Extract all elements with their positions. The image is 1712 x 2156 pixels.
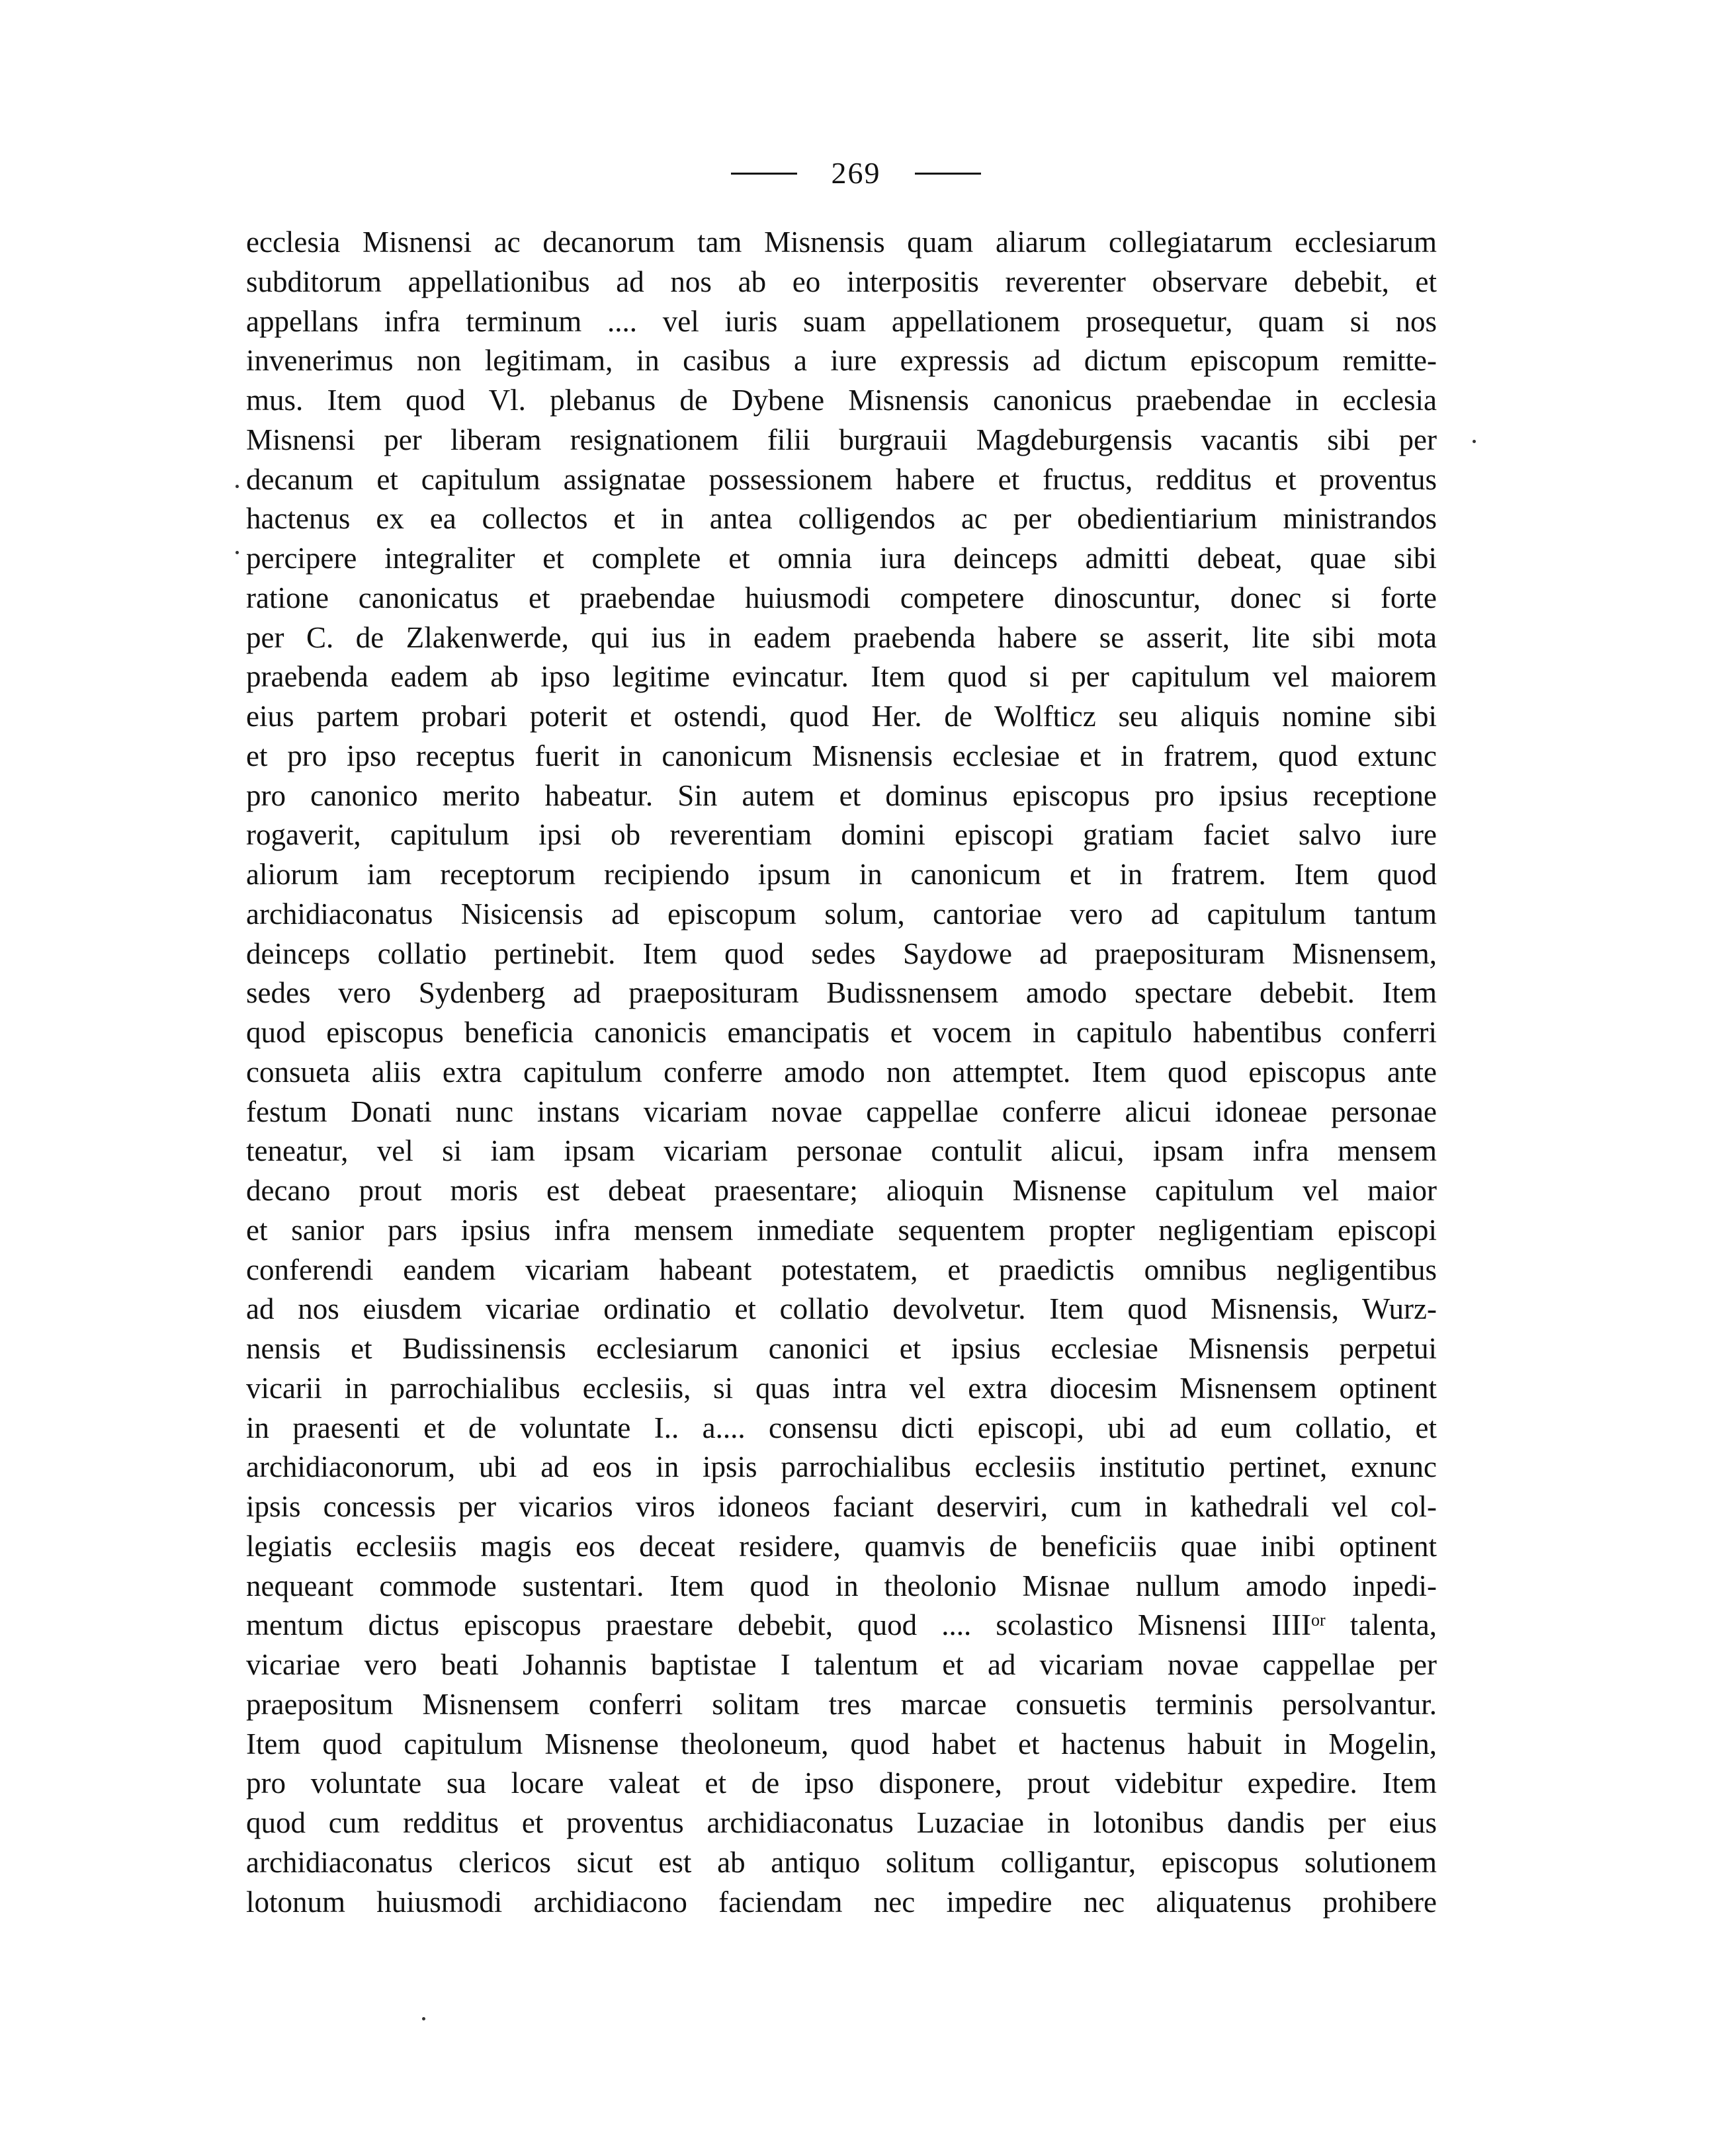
text-line: archidiaconorum, ubi ad eos in ipsis parrochialibus ecclesiis institutio pertinet, exnunc	[246, 1450, 1437, 1484]
text-line: eius partem probari poterit et ostendi, quod Her. de Wolfticz seu aliquis nomine sibi	[246, 700, 1437, 733]
text-line: Misnensi per liberam resignationem filii burgrauii Magdeburgensis vacantis sibi per	[246, 423, 1437, 456]
text-line: percipere integraliter et complete et omnia iura deinceps admitti debeat, quae sibi	[246, 542, 1437, 575]
text-line: deinceps collatio pertinebit. Item quod sedes Saydowe ad praeposituram Misnensem,	[246, 936, 1437, 970]
text-line: quod episcopus beneficia canonicis emancipatis et vocem in capitulo habentibus conferri	[246, 1016, 1437, 1049]
text-line: festum Donati nunc instans vicariam novae cappellae conferre alicui idoneae personae	[246, 1095, 1437, 1128]
text-line: decano prout moris est debeat praesentare; alioquin Misnense capitulum vel maior	[246, 1174, 1437, 1207]
text-line: nequeant commode sustentari. Item quod in theolonio Misnae nullum amodo inpedi-	[246, 1569, 1437, 1602]
text-line: in praesenti et de voluntate I.. a.... consensu dicti episcopi, ubi ad eum collatio, et	[246, 1411, 1437, 1444]
text-line: conferendi eandem vicariam habeant potestatem, et praedictis omnibus negligentibus	[246, 1253, 1437, 1286]
text-line: invenerimus non legitimam, in casibus a iure expressis ad dictum episcopum remitte-	[246, 344, 1437, 378]
text-line: lotonum huiusmodi archidiacono faciendam nec impedire nec aliquatenus prohibere	[246, 1885, 1437, 1919]
text-line: per C. de Zlakenwerde, qui ius in eadem praebenda habere se asserit, lite sibi mota	[246, 620, 1437, 654]
text-line: praepositum Misnensem conferri solitam tres marcae consuetis terminis persolvantur.	[246, 1687, 1437, 1721]
text-line: et pro ipso receptus fuerit in canonicum Misnensis ecclesiae et in fratrem, quod extunc	[246, 739, 1437, 772]
text-line: Item quod capitulum Misnense theoloneum, quod habet et hactenus habuit in Mogelin,	[246, 1727, 1437, 1761]
text-line: mus. Item quod Vl. plebanus de Dybene Misnensis canonicus praebendae in ecclesia	[246, 384, 1437, 417]
text-line: sedes vero Sydenberg ad praeposituram Budissnensem amodo spectare debebit. Item	[246, 976, 1437, 1010]
scan-speck	[422, 2017, 425, 2020]
text-line: aliorum iam receptorum recipiendo ipsum in canonicum et in fratrem. Item quod	[246, 858, 1437, 891]
line-text: mentum dictus episcopus praestare debebit, quod .... scolastico Misnensi IIII	[246, 1608, 1312, 1642]
scan-speck	[235, 551, 239, 554]
header-rule-left	[731, 173, 797, 175]
page-number: 269	[831, 156, 881, 190]
text-line-with-superscript	[246, 1606, 1437, 1645]
text-line: vicarii in parrochialibus ecclesiis, si quas intra vel extra diocesim Misnensem optinent	[246, 1371, 1437, 1405]
header-rule-right	[915, 173, 981, 175]
text-line: consueta aliis extra capitulum conferre amodo non attemptet. Item quod episcopus ante	[246, 1055, 1437, 1089]
line-tail: talenta,	[1325, 1608, 1437, 1642]
text-line: ipsis concessis per vicarios viros idoneos faciant deserviri, cum in kathedrali vel col-	[246, 1490, 1437, 1523]
text-line: rogaverit, capitulum ipsi ob reverentiam domini episcopi gratiam faciet salvo iure	[246, 818, 1437, 852]
scan-speck	[1473, 440, 1476, 443]
text-line: vicariae vero beati Johannis baptistae I talentum et ad vicariam novae cappellae per	[246, 1648, 1437, 1681]
body-text	[246, 223, 1437, 1922]
page-header	[0, 151, 1712, 193]
text-line: ratione canonicatus et praebendae huiusmodi competere dinoscuntur, donec si forte	[246, 581, 1437, 614]
text-line: appellans infra terminum .... vel iuris suam appellationem prosequetur, quam si nos	[246, 304, 1437, 338]
text-line: nensis et Budissinensis ecclesiarum canonici et ipsius ecclesiae Misnensis perpetui	[246, 1332, 1437, 1365]
superscript: or	[1311, 1610, 1326, 1630]
text-line: decanum et capitulum assignatae possessionem habere et fructus, redditus et proventus	[246, 462, 1437, 496]
text-line: et sanior pars ipsius infra mensem inmediate sequentem propter negligentiam episcopi	[246, 1213, 1437, 1247]
text-line: pro canonico merito habeatur. Sin autem et dominus episcopus pro ipsius receptione	[246, 778, 1437, 812]
scan-speck	[235, 485, 239, 488]
text-line: teneatur, vel si iam ipsam vicariam personae contulit alicui, ipsam infra mensem	[246, 1134, 1437, 1168]
text-line: pro voluntate sua locare valeat et de ipso disponere, prout videbitur expedire. Item	[246, 1766, 1437, 1800]
text-line: ecclesia Misnensi ac decanorum tam Misnensis quam aliarum collegiatarum ecclesiarum	[246, 226, 1437, 259]
text-line: subditorum appellationibus ad nos ab eo interpositis reverenter observare debebit, et	[246, 265, 1437, 298]
text-line: quod cum redditus et proventus archidiaconatus Luzaciae in lotonibus dandis per eius	[246, 1806, 1437, 1839]
text-line: archidiaconatus Nisicensis ad episcopum solum, cantoriae vero ad capitulum tantum	[246, 897, 1437, 931]
text-line: archidiaconatus clericos sicut est ab antiquo solitum colligantur, episcopus solutionem	[246, 1845, 1437, 1879]
text-line: praebenda eadem ab ipso legitime evincatur. Item quod si per capitulum vel maiorem	[246, 660, 1437, 694]
text-line: legiatis ecclesiis magis eos deceat residere, quamvis de beneficiis quae inibi optinent	[246, 1529, 1437, 1563]
text-line: ad nos eiusdem vicariae ordinatio et collatio devolvetur. Item quod Misnensis, Wurz-	[246, 1292, 1437, 1326]
text-line: hactenus ex ea collectos et in antea colligendos ac per obedientiarium ministrandos	[246, 502, 1437, 536]
